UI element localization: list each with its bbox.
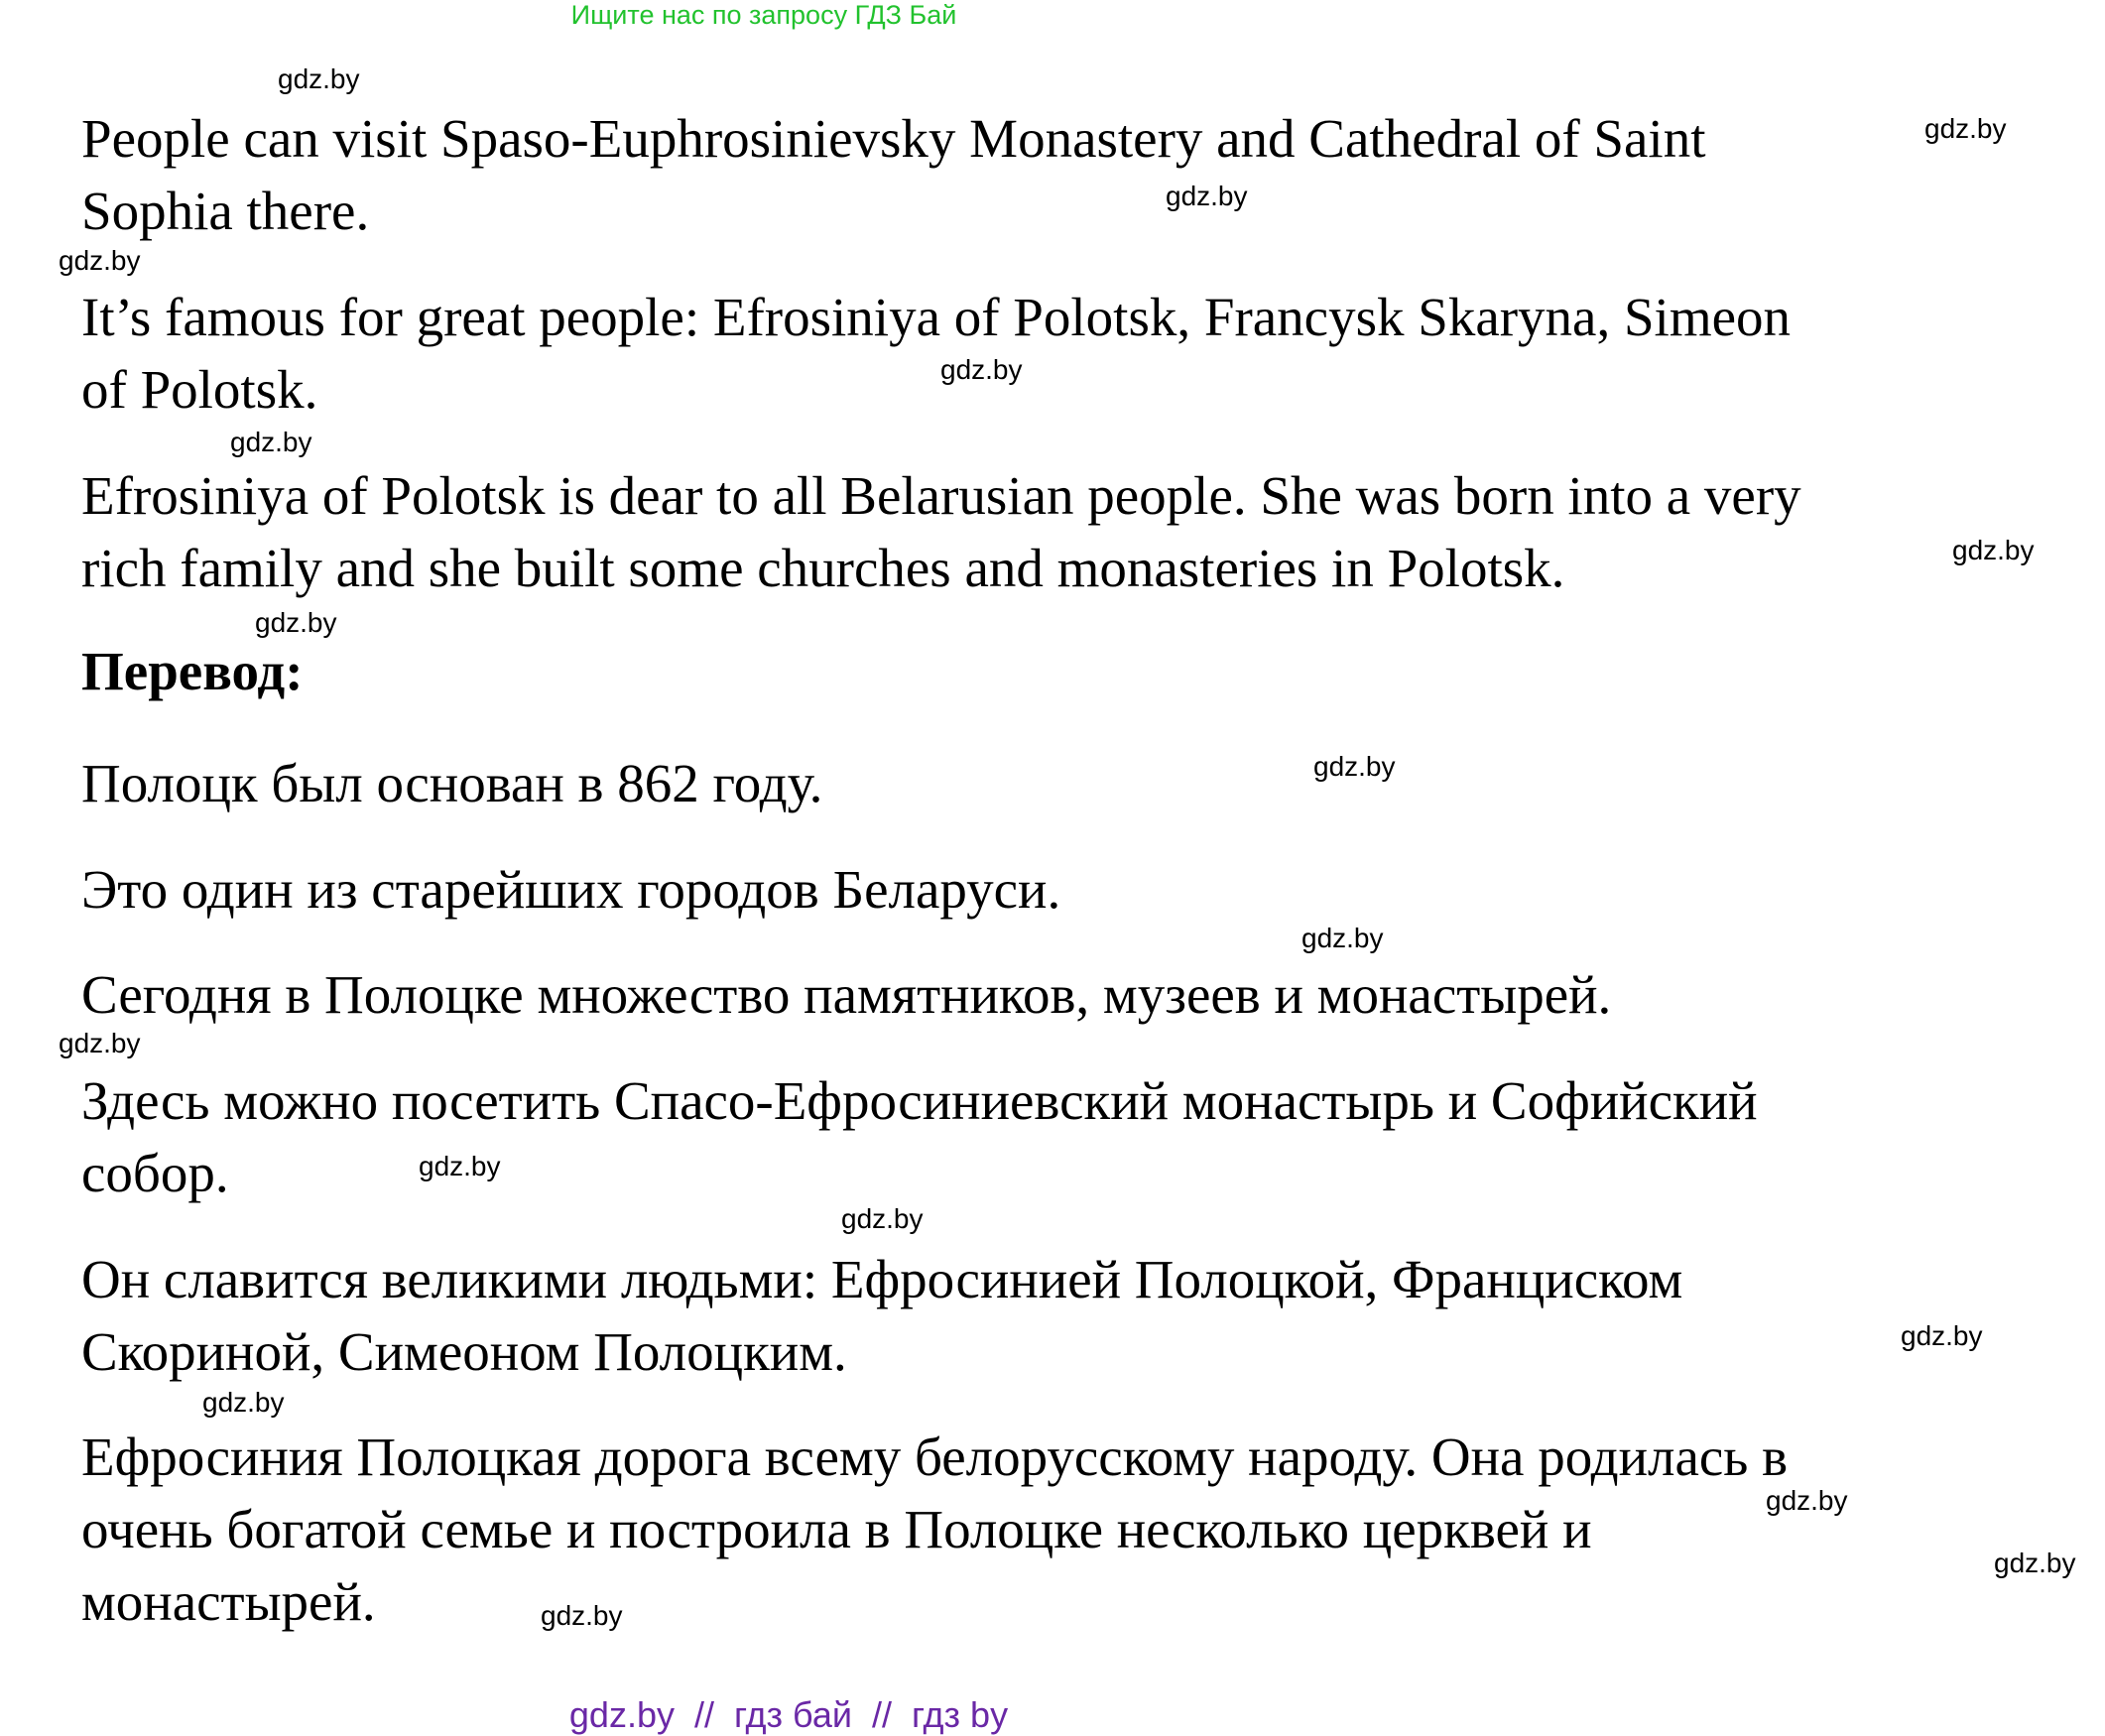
translation-paragraph-3 — [81, 958, 1611, 1031]
watermark: gdz.by — [1952, 535, 2035, 565]
watermark: gdz.by — [940, 354, 1023, 385]
watermark: gdz.by — [1301, 923, 1384, 953]
watermark: gdz.by — [1766, 1485, 1848, 1516]
text-line: rich family and she built some churches and monasteries in Polotsk. — [81, 538, 1565, 598]
watermark: gdz.by — [841, 1203, 924, 1234]
watermark: gdz.by — [59, 1028, 141, 1058]
translation-paragraph-5 — [81, 1243, 1682, 1388]
watermark: gdz.by — [59, 245, 141, 276]
footer-links — [0, 1653, 1557, 1736]
footer-link-gdz-by[interactable]: gdz.by — [568, 1694, 675, 1735]
translation-paragraph-6 — [81, 1421, 1788, 1638]
footer-separator: // — [872, 1694, 893, 1735]
translation-paragraph-2 — [81, 853, 1060, 926]
footer-link-gdz-bai[interactable]: гдз бай — [734, 1694, 852, 1735]
watermark: gdz.by — [541, 1600, 623, 1631]
english-paragraph-2 — [81, 281, 1791, 426]
text-line: собор. — [81, 1143, 229, 1203]
header-banner: Ищите нас по запросу ГДЗ Бай — [570, 0, 957, 30]
text-line: of Polotsk. — [81, 359, 318, 420]
text-line: Здесь можно посетить Спасо-Ефросиниевский монастырь и Софийский — [81, 1070, 1758, 1131]
watermark: gdz.by — [230, 427, 312, 457]
watermark: gdz.by — [278, 63, 360, 94]
footer-separator: // — [694, 1694, 715, 1735]
watermark: gdz.by — [1994, 1548, 2076, 1578]
text-line: Sophia there. — [81, 181, 370, 241]
text-line: It’s famous for great people: Efrosiniya of Polotsk, Francysk Skaryna, Simeon — [81, 287, 1792, 347]
watermark: gdz.by — [255, 607, 337, 638]
watermark: gdz.by — [1313, 751, 1396, 782]
watermark: gdz.by — [1924, 113, 2007, 144]
text-line: Он славится великими людьми: Ефросинией Полоцкой, Франциском — [81, 1249, 1683, 1309]
text-line: Полоцк был основан в 862 году. — [81, 753, 823, 813]
watermark: gdz.by — [202, 1387, 285, 1418]
text-line: очень богатой семье и построила в Полоцке несколько церквей и — [81, 1499, 1592, 1559]
watermark: gdz.by — [1166, 181, 1248, 211]
footer-link-gdz-by-ru[interactable]: гдз by — [912, 1694, 1009, 1735]
text-line: Ефросиния Полоцкая дорога всему белорусскому народу. Она родилась в — [81, 1426, 1789, 1487]
english-paragraph-1 — [81, 102, 1706, 247]
translation-paragraph-1 — [81, 747, 822, 819]
text-line: People can visit Spaso-Euphrosinievsky Monastery and Cathedral of Saint — [81, 108, 1706, 169]
text-line: Это один из старейших городов Беларуси. — [81, 859, 1061, 920]
watermark: gdz.by — [419, 1151, 501, 1181]
watermark: gdz.by — [1901, 1320, 1983, 1351]
text-line: Сегодня в Полоцке множество памятников, музеев и монастырей. — [81, 964, 1612, 1025]
translation-heading: Перевод: — [81, 641, 304, 701]
text-line: монастырей. — [81, 1571, 376, 1632]
text-line: Скориной, Симеоном Полоцким. — [81, 1321, 847, 1382]
translation-paragraph-4 — [81, 1064, 1758, 1209]
text-line: Efrosiniya of Polotsk is dear to all Belarusian people. She was born into a very — [81, 465, 1801, 526]
english-paragraph-3 — [81, 459, 1801, 604]
